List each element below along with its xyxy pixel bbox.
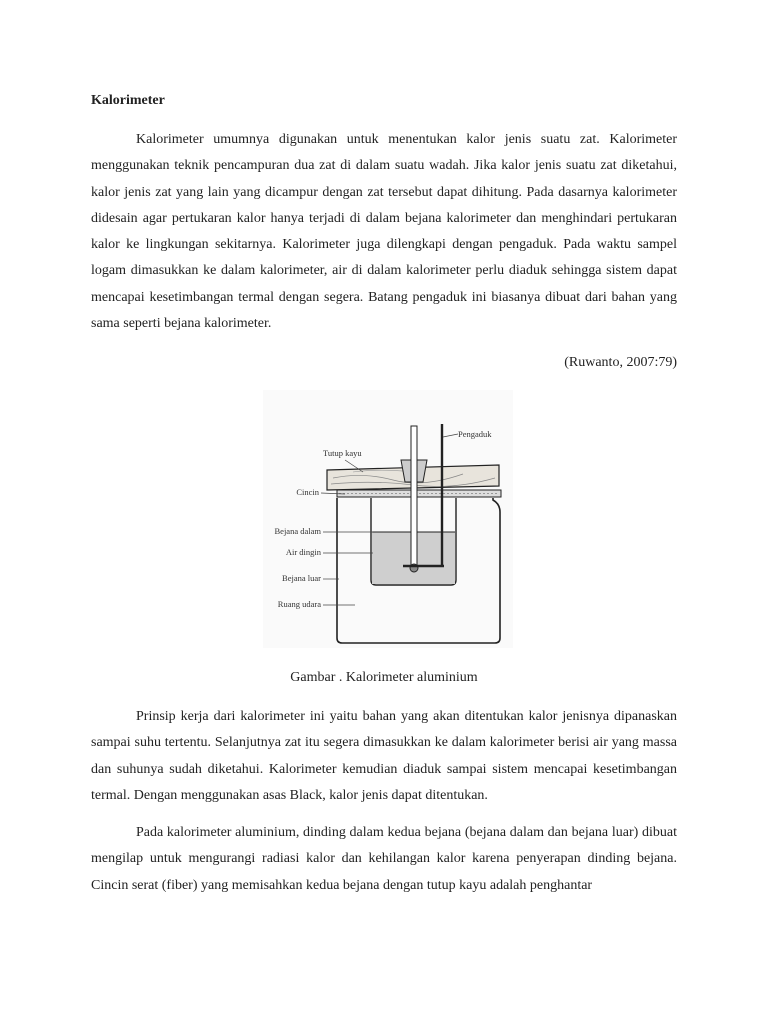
paragraph-aluminium-text: Pada kalorimeter aluminium, dinding dalam kedua bejana (bejana dalam dan bejana luar) dibuat mengilap untuk mengurangi radiasi kalor dan kehilangan kalor karena penyerapan dinding bejana. Cincin serat (fiber) yang memisahkan kedua bejana dengan tutup kayu adalah penghantar bbox=[91, 825, 677, 893]
section-title: Kalorimeter bbox=[91, 93, 165, 108]
label-pengaduk: Pengaduk bbox=[458, 429, 492, 439]
label-bejana-luar: Bejana luar bbox=[282, 573, 321, 583]
paragraph-principle-text: Prinsip kerja dari kalorimeter ini yaitu bahan yang akan ditentukan kalor jenisnya dipanaskan sampai suhu tertentu. Selanjutnya zat itu segera dimasukkan ke dalam kalorimeter berisi air yang massa dan suhunya sudah diketahui. Kalorimeter kemudian diaduk sampai sistem mencapai kesetimbangan termal. Dengan menggunakan asas Black, kalor jenis dapat ditentukan. bbox=[91, 709, 677, 803]
paragraph-intro bbox=[91, 127, 677, 337]
calorimeter-diagram bbox=[263, 390, 513, 648]
label-bejana-dalam: Bejana dalam bbox=[274, 526, 321, 536]
calorimeter-figure bbox=[263, 390, 513, 648]
figure-caption: Gambar . Kalorimeter aluminium bbox=[290, 670, 478, 685]
label-ruang-udara: Ruang udara bbox=[277, 599, 321, 609]
paragraph-principle bbox=[91, 704, 677, 809]
label-cincin: Cincin bbox=[296, 487, 319, 497]
citation: (Ruwanto, 2007:79) bbox=[564, 355, 677, 370]
thermometer bbox=[411, 426, 417, 568]
label-air-dingin: Air dingin bbox=[285, 547, 321, 557]
paragraph-intro-text: Kalorimeter umumnya digunakan untuk menentukan kalor jenis suatu zat. Kalorimeter menggunakan teknik pencampuran dua zat di dalam suatu wadah. Jika kalor jenis suatu zat diketahui, kalor jenis zat yang lain yang dicampur dengan zat tersebut dapat dihitung. Pada dasarnya kalorimeter didesain agar pertukaran kalor hanya terjadi di dalam bejana kalorimeter dan menghindari pertukaran kalor ke lingkungan sekitarnya. Kalorimeter juga dilengkapi dengan pengaduk. Pada waktu sampel logam dimasukkan ke dalam kalorimeter, air di dalam kalorimeter perlu diaduk sehingga sistem dapat mencapai kesetimbangan termal dengan segera. Batang pengaduk ini biasanya dibuat dari bahan yang sama seperti bejana kalorimeter. bbox=[91, 132, 677, 332]
label-tutup-kayu: Tutup kayu bbox=[323, 448, 362, 458]
paragraph-aluminium bbox=[91, 820, 677, 899]
